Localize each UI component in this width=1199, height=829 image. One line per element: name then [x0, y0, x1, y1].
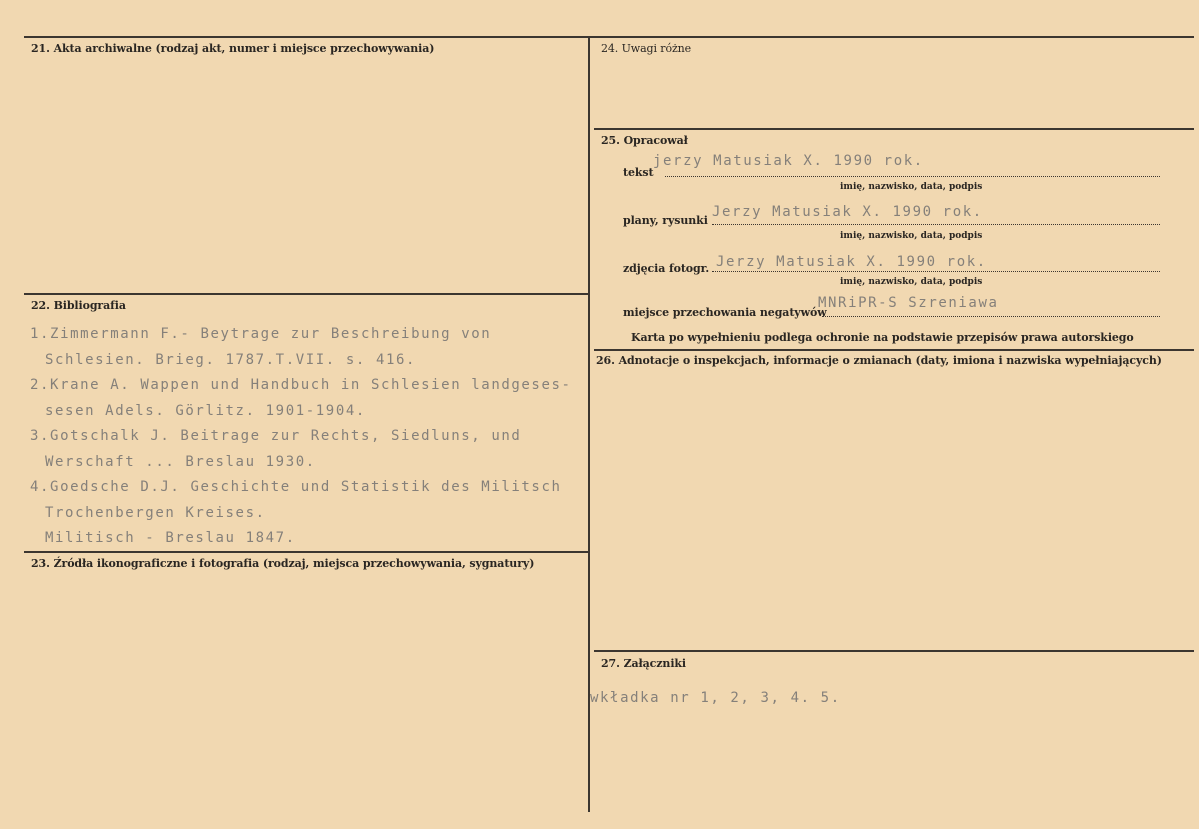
zdjecia-caption: imię, nazwisko, data, podpis: [840, 277, 983, 287]
zdjecia-dotted-line: [712, 271, 1160, 272]
section-22-heading: 22. Bibliografia: [31, 299, 126, 312]
section-21-heading: 21. Akta archiwalne (rodzaj akt, numer i miejsce przechowywania): [31, 42, 435, 55]
bibliography-line: Militisch - Breslau 1847.: [45, 530, 296, 546]
section-23-heading: 23. Źródła ikonograficzne i fotografia (rodzaj, miejsca przechowywania, sygnatury): [31, 557, 535, 570]
bibliography-line: 2.Krane A. Wappen und Handbuch in Schlesien landgeses-: [30, 377, 572, 393]
bibliography-line: 3.Gotschalk J. Beitrage zur Rechts, Siedluns, und: [30, 428, 522, 444]
tekst-caption: imię, nazwisko, data, podpis: [840, 182, 983, 192]
tekst-value: jerzy Matusiak X. 1990 rok.: [653, 153, 924, 169]
divider-24-25: [594, 128, 1194, 130]
bibliography-line: Werschaft ... Breslau 1930.: [45, 453, 316, 470]
top-border: [24, 36, 1194, 38]
bibliography-line: 4.Goedsche D.J. Geschichte und Statistik des Militsch: [30, 479, 562, 495]
copyright-note: Karta po wypełnieniu podlega ochronie na podstawie przepisów prawa autorskiego: [631, 331, 1134, 344]
divider-26-27: [594, 650, 1194, 652]
bibliography-line: Trochenbergen Kreises.: [45, 504, 266, 521]
divider-21-22: [24, 293, 590, 295]
section-26-heading: 26. Adnotacje o inspekcjach, informacje o zmianach (daty, imiona i nazwiska wypełniających): [596, 354, 1162, 367]
plany-label: plany, rysunki: [623, 214, 708, 227]
bibliography-line: 1.Zimmermann F.- Beytrage zur Beschreibung von: [30, 326, 492, 342]
tekst-dotted-line: [665, 176, 1160, 177]
zdjecia-value: Jerzy Matusiak X. 1990 rok.: [716, 254, 987, 270]
bibliography-line: sesen Adels. Görlitz. 1901-1904.: [45, 402, 366, 419]
divider-25-26: [594, 349, 1194, 351]
plany-value: Jerzy Matusiak X. 1990 rok.: [712, 204, 983, 220]
section-25-heading: 25. Opracował: [601, 134, 688, 147]
negatywy-dotted-line: [822, 316, 1160, 317]
plany-dotted-line: [712, 224, 1160, 225]
bibliography-line: Schlesien. Brieg. 1787.T.VII. s. 416.: [45, 351, 417, 368]
section-27-heading: 27. Załączniki: [601, 657, 687, 670]
tekst-label: tekst: [623, 166, 654, 179]
plany-caption: imię, nazwisko, data, podpis: [840, 231, 983, 241]
negatywy-label: miejsce przechowania negatywów: [623, 306, 827, 319]
attachments-value: wkładka nr 1, 2, 3, 4. 5.: [590, 690, 841, 706]
negatywy-value: MNRiPR-S Szreniawa: [818, 295, 999, 311]
zdjecia-label: zdjęcia fotogr.: [623, 262, 710, 275]
bibliography-list: [30, 322, 572, 552]
section-24-heading: 24. Uwagi różne: [601, 42, 692, 55]
